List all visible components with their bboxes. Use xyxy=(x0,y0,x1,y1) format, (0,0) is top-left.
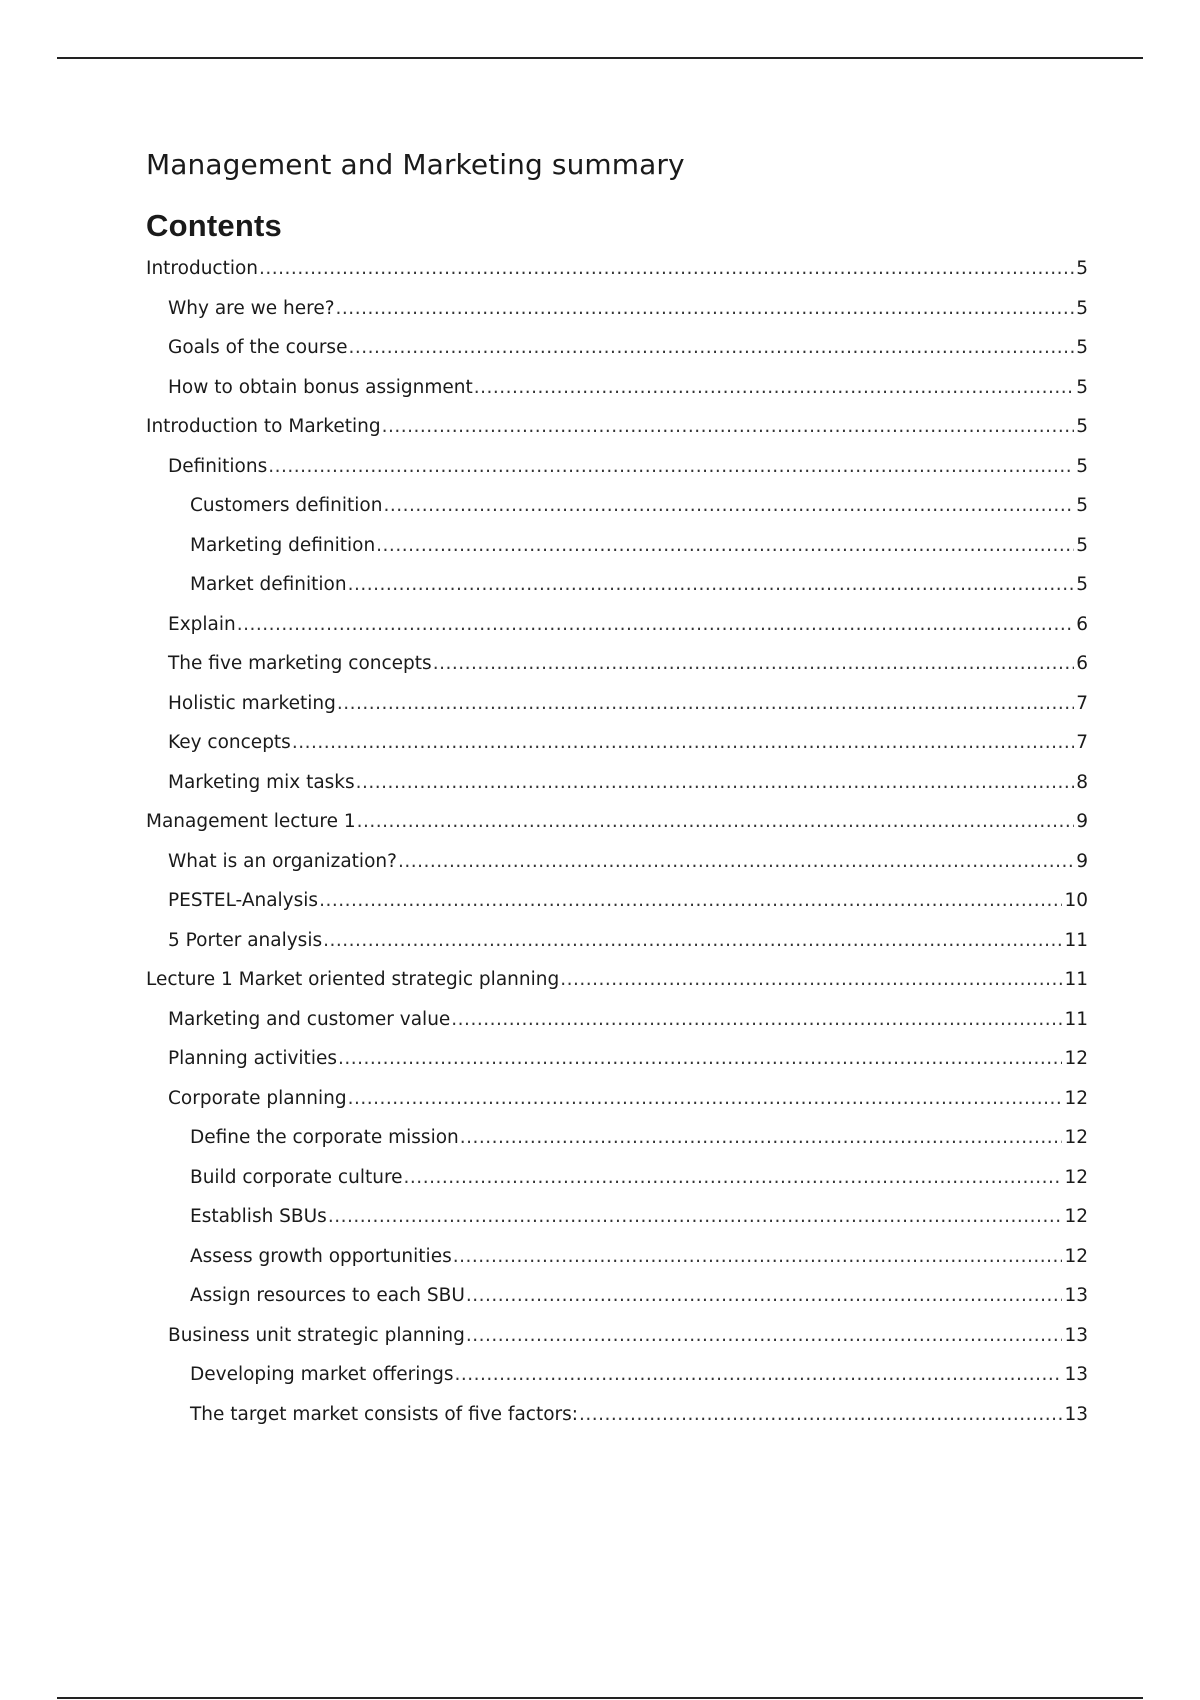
toc-entry[interactable] xyxy=(146,772,1088,812)
toc-entry[interactable] xyxy=(146,614,1088,654)
toc-entry[interactable] xyxy=(146,1404,1088,1444)
toc-entry[interactable] xyxy=(146,416,1088,456)
toc-dot-leader xyxy=(348,574,1075,595)
toc-dot-leader xyxy=(579,1404,1062,1425)
toc-page-number: 9 xyxy=(1076,811,1088,832)
toc-page-number: 5 xyxy=(1076,495,1088,516)
toc-entry[interactable] xyxy=(146,930,1088,970)
toc-dot-leader xyxy=(356,772,1075,793)
toc-entry[interactable] xyxy=(146,653,1088,693)
toc-entry[interactable] xyxy=(146,337,1088,377)
toc-page-number: 12 xyxy=(1064,1166,1088,1188)
toc-entry[interactable] xyxy=(146,298,1088,338)
toc-page-number: 12 xyxy=(1064,1087,1088,1109)
toc-entry-title: Developing market offerings xyxy=(190,1364,454,1385)
page-content xyxy=(146,140,1088,1443)
toc-dot-leader xyxy=(328,1206,1063,1227)
toc-page-number: 11 xyxy=(1064,969,1088,990)
toc-entry-title: Establish SBUs xyxy=(190,1206,327,1227)
toc-entry[interactable] xyxy=(146,1009,1088,1049)
toc-entry-title: Introduction xyxy=(146,258,259,279)
toc-entry-title: The target market consists of five factors: xyxy=(190,1403,579,1425)
toc-dot-leader xyxy=(460,1127,1063,1148)
toc-entry-title: Market definition xyxy=(190,574,347,595)
footer-rule xyxy=(57,1697,1143,1699)
toc-dot-leader xyxy=(348,1088,1063,1109)
document-title: Management and Marketing summary xyxy=(146,148,685,181)
toc-dot-leader xyxy=(454,1364,1062,1385)
toc-entry[interactable] xyxy=(146,377,1088,417)
toc-page-number: 5 xyxy=(1076,297,1088,319)
toc-page-number: 12 xyxy=(1064,1245,1088,1267)
toc-entry[interactable] xyxy=(146,1127,1088,1167)
table-of-contents xyxy=(146,258,1088,1443)
toc-entry[interactable] xyxy=(146,890,1088,930)
toc-dot-leader xyxy=(383,495,1074,516)
toc-entry-title: Marketing and customer value xyxy=(168,1008,451,1030)
contents-heading: Contents xyxy=(146,208,282,243)
toc-dot-leader xyxy=(404,1167,1063,1188)
toc-entry-title: Marketing definition xyxy=(190,534,376,556)
toc-entry[interactable] xyxy=(146,1088,1088,1128)
toc-entry-title: Corporate planning xyxy=(168,1087,347,1109)
toc-dot-leader xyxy=(560,969,1062,990)
toc-entry[interactable] xyxy=(146,456,1088,496)
toc-entry-title: Management lecture 1 xyxy=(146,811,356,832)
toc-entry[interactable] xyxy=(146,851,1088,891)
toc-entry[interactable] xyxy=(146,1048,1088,1088)
toc-entry[interactable] xyxy=(146,732,1088,772)
toc-page-number: 13 xyxy=(1064,1285,1088,1306)
toc-page-number: 13 xyxy=(1064,1364,1088,1385)
toc-page-number: 7 xyxy=(1076,692,1088,714)
toc-page-number: 10 xyxy=(1064,890,1088,911)
toc-dot-leader xyxy=(268,456,1074,477)
toc-entry[interactable] xyxy=(146,1325,1088,1365)
toc-entry-title: Goals of the course xyxy=(168,337,348,358)
toc-entry-title: Business unit strategic planning xyxy=(168,1324,465,1346)
toc-entry-title: Define the corporate mission xyxy=(190,1127,459,1148)
toc-page-number: 5 xyxy=(1076,574,1088,595)
toc-page-number: 5 xyxy=(1076,455,1088,477)
toc-entry-title: Build corporate culture xyxy=(190,1166,403,1188)
toc-entry[interactable] xyxy=(146,574,1088,614)
toc-page-number: 12 xyxy=(1064,1048,1088,1069)
toc-entry-title: Lecture 1 Market oriented strategic planning xyxy=(146,969,560,990)
toc-entry[interactable] xyxy=(146,1246,1088,1286)
toc-dot-leader xyxy=(337,693,1074,714)
toc-page-number: 5 xyxy=(1076,258,1088,279)
toc-entry-title: Assign resources to each SBU xyxy=(190,1285,465,1306)
toc-entry-title: The five marketing concepts xyxy=(168,653,432,674)
toc-dot-leader xyxy=(259,258,1074,279)
toc-dot-leader xyxy=(376,535,1074,556)
toc-dot-leader xyxy=(338,1048,1062,1069)
toc-page-number: 5 xyxy=(1076,416,1088,437)
toc-entry-title: Assess growth opportunities xyxy=(190,1245,452,1267)
toc-entry[interactable] xyxy=(146,258,1088,298)
toc-entry-title: Holistic marketing xyxy=(168,692,336,714)
toc-dot-leader xyxy=(474,377,1074,398)
toc-entry-title: Planning activities xyxy=(168,1048,337,1069)
toc-page-number: 13 xyxy=(1064,1324,1088,1346)
toc-entry-title: Why are we here? xyxy=(168,297,335,319)
toc-dot-leader xyxy=(336,298,1075,319)
toc-dot-leader xyxy=(466,1325,1063,1346)
toc-entry[interactable] xyxy=(146,1285,1088,1325)
toc-dot-leader xyxy=(292,732,1074,753)
toc-page-number: 9 xyxy=(1076,850,1088,872)
toc-entry[interactable] xyxy=(146,495,1088,535)
toc-page-number: 8 xyxy=(1076,771,1088,793)
toc-entry-title: PESTEL-Analysis xyxy=(168,890,319,911)
toc-page-number: 5 xyxy=(1076,376,1088,398)
toc-dot-leader xyxy=(466,1285,1063,1306)
toc-dot-leader xyxy=(323,930,1062,951)
toc-entry-title: What is an organization? xyxy=(168,850,397,872)
toc-entry[interactable] xyxy=(146,1206,1088,1246)
toc-entry[interactable] xyxy=(146,1167,1088,1207)
toc-entry-title: 5 Porter analysis xyxy=(168,929,323,951)
toc-entry-title: Introduction to Marketing xyxy=(146,416,381,437)
toc-page-number: 7 xyxy=(1076,732,1088,753)
toc-entry[interactable] xyxy=(146,1364,1088,1404)
toc-entry-title: Customers definition xyxy=(190,495,383,516)
toc-dot-leader xyxy=(357,811,1075,832)
toc-entry[interactable] xyxy=(146,535,1088,575)
toc-entry-title: How to obtain bonus assignment xyxy=(168,376,473,398)
toc-entry-title: Definitions xyxy=(168,455,268,477)
toc-page-number: 6 xyxy=(1076,613,1088,635)
toc-page-number: 6 xyxy=(1076,653,1088,674)
toc-dot-leader xyxy=(451,1009,1062,1030)
toc-dot-leader xyxy=(382,416,1075,437)
toc-dot-leader xyxy=(453,1246,1063,1267)
toc-page-number: 5 xyxy=(1076,534,1088,556)
toc-entry-title: Marketing mix tasks xyxy=(168,771,355,793)
toc-entry[interactable] xyxy=(146,693,1088,733)
toc-page-number: 5 xyxy=(1076,337,1088,358)
toc-entry-title: Key concepts xyxy=(168,732,291,753)
toc-entry[interactable] xyxy=(146,969,1088,1009)
toc-dot-leader xyxy=(237,614,1074,635)
toc-dot-leader xyxy=(348,337,1074,358)
toc-page-number: 11 xyxy=(1064,929,1088,951)
header-rule xyxy=(57,57,1143,59)
toc-dot-leader xyxy=(433,653,1075,674)
toc-entry[interactable] xyxy=(146,811,1088,851)
toc-page-number: 13 xyxy=(1064,1403,1088,1425)
toc-page-number: 11 xyxy=(1064,1008,1088,1030)
toc-page-number: 12 xyxy=(1064,1206,1088,1227)
toc-dot-leader xyxy=(319,890,1062,911)
toc-dot-leader xyxy=(398,851,1074,872)
toc-entry-title: Explain xyxy=(168,613,236,635)
toc-page-number: 12 xyxy=(1064,1127,1088,1148)
